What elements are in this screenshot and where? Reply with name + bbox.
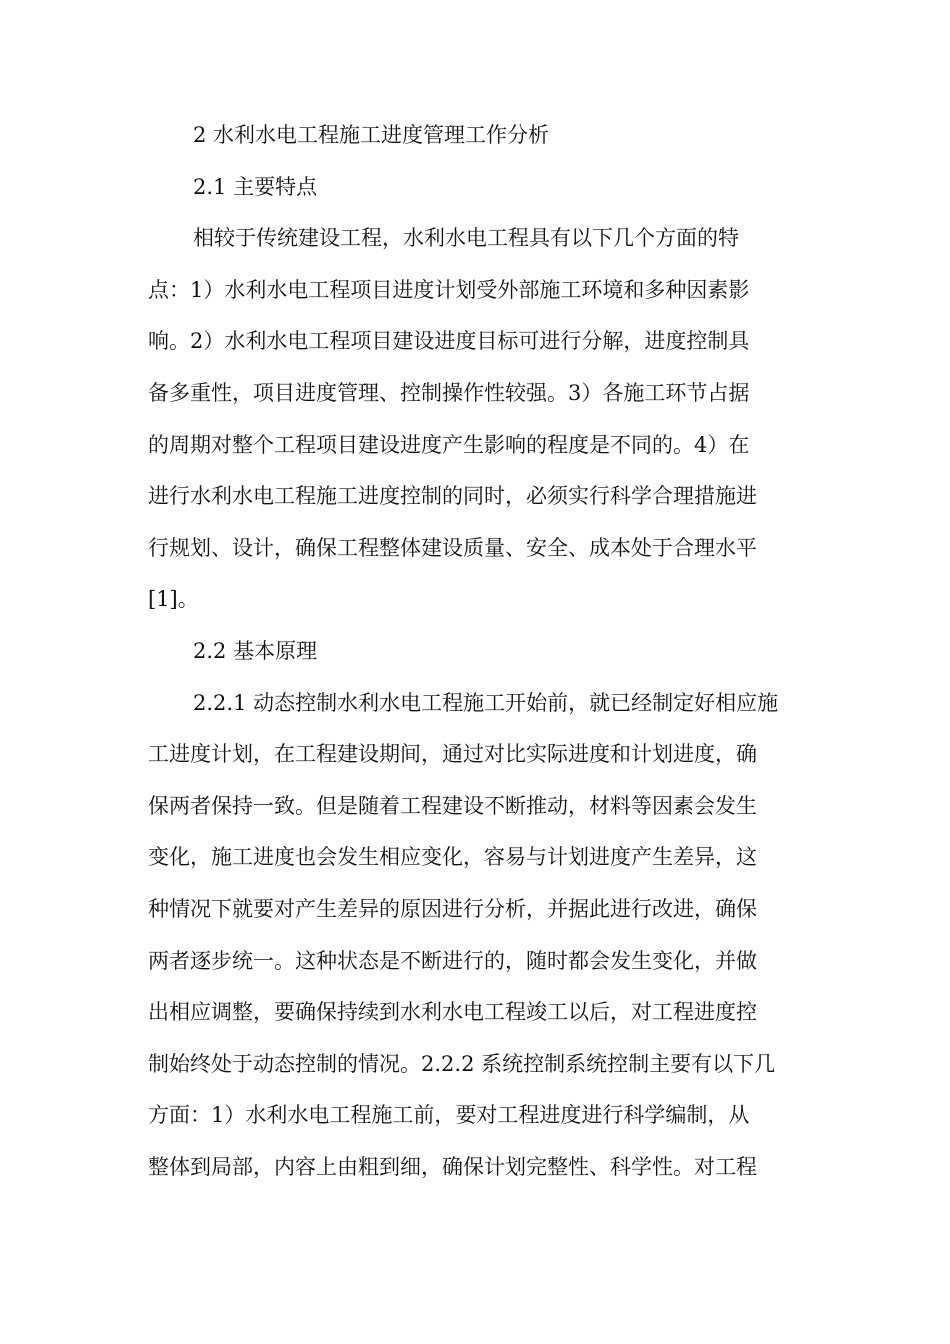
paragraph-line: 响。2）水利水电工程项目建设进度目标可进行分解，进度控制具 xyxy=(148,329,750,354)
paragraph-line: 整体到局部，内容上由粗到细，确保计划完整性、科学性。对工程 xyxy=(148,1154,757,1179)
paragraph-main-features xyxy=(148,213,802,626)
paragraph-line: 进行水利水电工程施工进度控制的同时，必须实行科学合理措施进 xyxy=(148,484,757,509)
paragraph-line: 工进度计划，在工程建设期间，通过对比实际进度和计划进度，确 xyxy=(148,742,757,767)
paragraph-line: [1]。 xyxy=(148,587,199,612)
section-heading-2-1: 2.1 主要特点 xyxy=(193,174,318,199)
paragraph-line: 变化，施工进度也会发生相应变化，容易与计划进度产生差异，这 xyxy=(148,845,757,870)
paragraph-line: 保两者保持一致。但是随着工程建设不断推动，材料等因素会发生 xyxy=(148,793,757,818)
paragraph-line: 种情况下就要对产生差异的原因进行分析，并据此进行改进，确保 xyxy=(148,896,757,921)
paragraph-basic-principles xyxy=(148,678,802,1194)
paragraph-line: 出相应调整，要确保持续到水利水电工程竣工以后，对工程进度控 xyxy=(148,1000,757,1025)
paragraph-line: 两者逐步统一。这种状态是不断进行的，随时都会发生变化，并做 xyxy=(148,948,757,973)
document-body xyxy=(148,110,802,1193)
paragraph-line: 2.2.1 动态控制水利水电工程施工开始前，就已经制定好相应施 xyxy=(193,690,779,715)
paragraph-line: 制始终处于动态控制的情况。2.2.2 系统控制系统控制主要有以下几 xyxy=(148,1051,776,1076)
section-heading-2: 2 水利水电工程施工进度管理工作分析 xyxy=(193,123,550,147)
paragraph-line: 行规划、设计，确保工程整体建设质量、安全、成本处于合理水平 xyxy=(148,535,757,560)
paragraph-line: 备多重性，项目进度管理、控制操作性较强。3）各施工环节占据 xyxy=(148,380,750,405)
paragraph-line: 的周期对整个工程项目建设进度产生影响的程度是不同的。4）在 xyxy=(148,432,750,457)
paragraph-line: 点：1）水利水电工程项目进度计划受外部施工环境和多种因素影 xyxy=(148,277,750,302)
section-heading-2-2: 2.2 基本原理 xyxy=(193,638,318,663)
paragraph-line: 相较于传统建设工程，水利水电工程具有以下几个方面的特 xyxy=(193,226,739,251)
paragraph-line: 方面：1）水利水电工程施工前，要对工程进度进行科学编制，从 xyxy=(148,1103,750,1128)
